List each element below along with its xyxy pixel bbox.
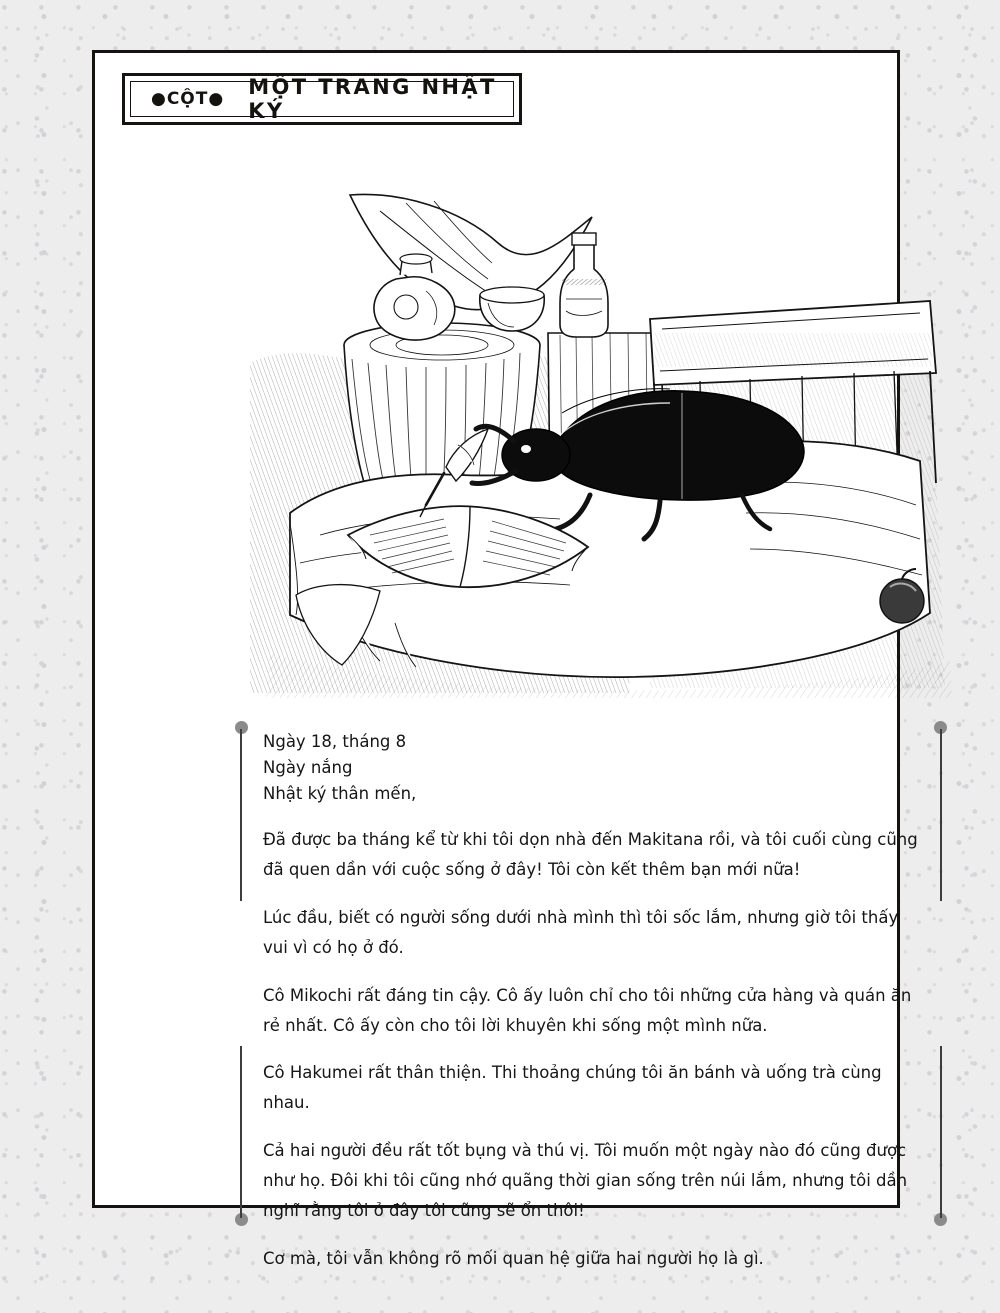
- page-sheet: [92, 50, 918, 1268]
- bracket-top-left: [235, 721, 253, 901]
- diary-weather: Ngày nắng: [263, 758, 353, 777]
- diary-text: [263, 729, 919, 1290]
- bracket-line: [940, 729, 942, 901]
- column-marker: ●CỘT●: [151, 89, 225, 109]
- diary-paragraph-3: Cô Mikochi rất đáng tin cậy. Cô ấy luôn chỉ cho tôi những cửa hàng và quán ăn rẻ nhất. Cô ấy còn cho tôi lời khuyên khi sống một mình nữa.: [263, 986, 912, 1035]
- diary-salutation: Nhật ký thân mến,: [263, 784, 417, 803]
- diary-paragraph-2: Lúc đầu, biết có người sống dưới nhà mình thì tôi sốc lắm, nhưng giờ tôi thấy vui vì có họ ở đó.: [263, 908, 899, 957]
- diary-paragraph-1: Đã được ba tháng kể từ khi tôi dọn nhà đến Makitana rồi, và tôi cuối cùng cũng đã quen dần với cuộc sống ở đây! Tôi còn kết thêm bạn mới nữa!: [263, 830, 918, 879]
- chapter-title-plaque: [122, 73, 522, 125]
- bracket-line: [240, 1046, 242, 1218]
- bracket-top-right: [929, 721, 947, 901]
- chapter-illustration: [230, 183, 965, 698]
- bracket-bottom-right: [929, 1046, 947, 1226]
- diary-paragraph-6: Cơ mà, tôi vẫn không rõ mối quan hệ giữa hai người họ là gì.: [263, 1248, 764, 1268]
- diary-date: Ngày 18, tháng 8: [263, 732, 407, 751]
- page-title: MỘT TRANG NHẬT KÝ: [248, 75, 497, 123]
- diary-paragraph-4: Cô Hakumei rất thân thiện. Thi thoảng chúng tôi ăn bánh và uống trà cùng nhau.: [263, 1062, 882, 1112]
- diary-paragraph-5: Cả hai người đều rất tốt bụng và thú vị. Tôi muốn một ngày nào đó cũng được như họ. Đôi khi tôi cũng nhớ quãng thời gian sống trên núi lắm, nhưng tôi dần nghĩ rằng tôi ở đây tôi cũng sẽ ổn thôi!: [263, 1140, 908, 1220]
- bracket-bottom-left: [235, 1046, 253, 1226]
- bracket-line: [240, 729, 242, 901]
- illustration-svg: [230, 183, 965, 698]
- diary-entry-block: [235, 721, 947, 1268]
- bracket-line: [940, 1046, 942, 1218]
